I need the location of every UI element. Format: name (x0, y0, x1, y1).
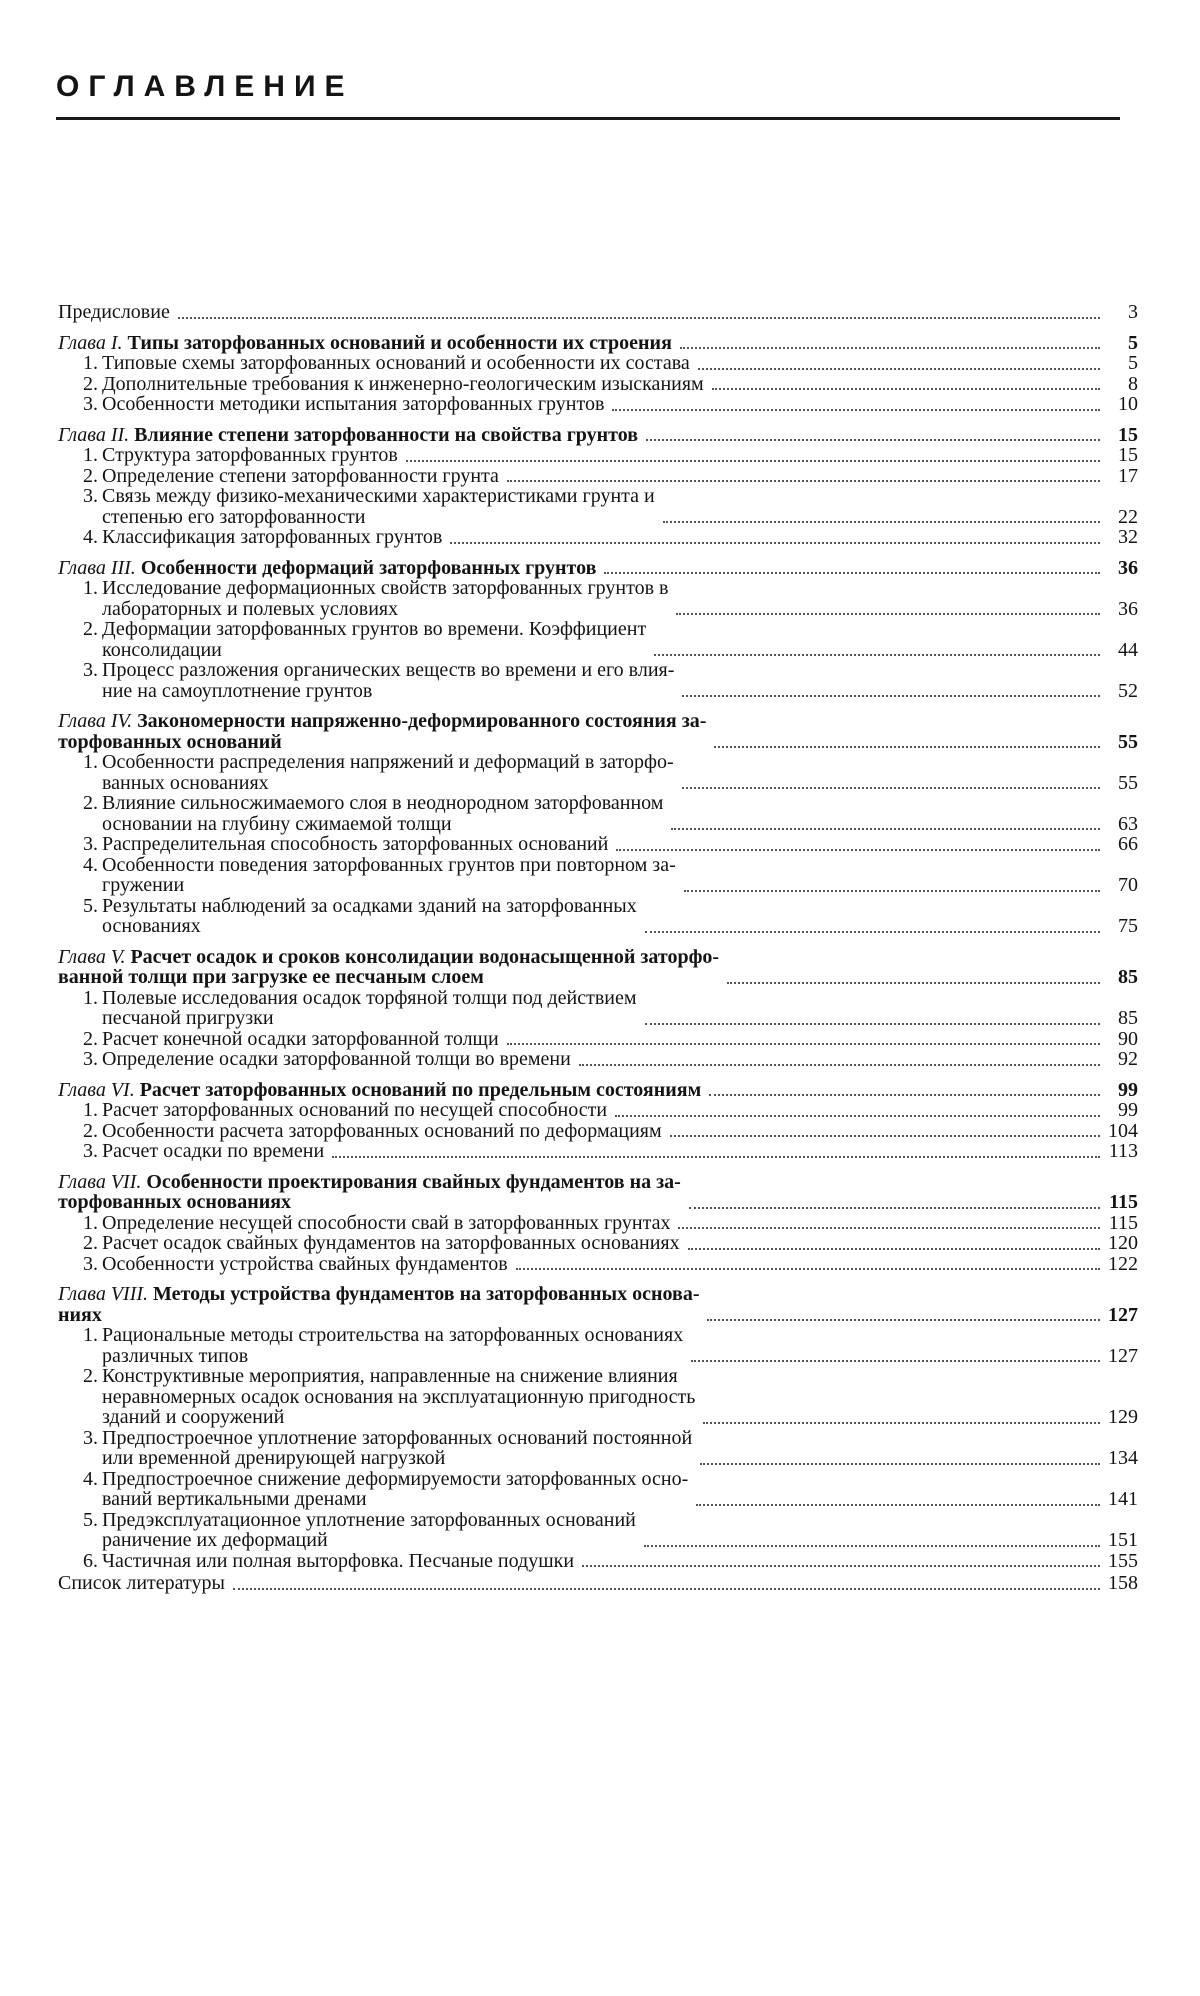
section-title: Особенности методики испытания заторфованных грунтов (102, 393, 605, 415)
toc-section[interactable] (58, 466, 1138, 487)
section-heading (58, 1510, 636, 1551)
section-number: 3. (83, 833, 98, 855)
chapter-heading (58, 1172, 681, 1213)
chapter-heading (58, 425, 638, 446)
toc-section[interactable] (58, 1141, 1138, 1162)
toc-chapter[interactable] (58, 947, 1138, 988)
section-title: Структура заторфованных грунтов (102, 444, 398, 466)
chapter-title: Закономерности напряженно-деформированного состояния за- торфованных оснований (58, 710, 707, 753)
toc-page-number: 10 (1118, 393, 1138, 415)
toc-page-number: 127 (1108, 1303, 1138, 1326)
toc-page-number: 15 (1118, 423, 1138, 446)
dot-leader (450, 542, 1100, 544)
section-heading (58, 619, 646, 660)
section-heading (58, 1428, 692, 1469)
toc-page-number: 66 (1118, 833, 1138, 855)
toc-page-number: 36 (1118, 556, 1138, 579)
section-heading (58, 660, 674, 701)
toc-section[interactable] (58, 896, 1138, 937)
dot-leader (646, 439, 1100, 441)
toc-chapter[interactable] (58, 711, 1138, 752)
chapter-label: Глава VII. (58, 1170, 142, 1193)
section-title: Конструктивные мероприятия, направленные на снижение влияния неравномерных осадок основания на эксплуатационную пригодность зданий и сооружений (102, 1365, 696, 1428)
chapter-label: Глава V. (58, 945, 126, 968)
section-number: 4. (83, 1467, 98, 1490)
section-title: Расчет заторфованных оснований по несущей способности (102, 1099, 608, 1121)
toc-section[interactable] (58, 988, 1138, 1029)
chapter-label: Глава VI. (58, 1078, 135, 1101)
chapter-label: Глава I. (58, 331, 123, 354)
toc-section[interactable] (58, 1233, 1138, 1254)
section-title: Предпостроечное уплотнение заторфованных оснований постоянной или временной дренирующей нагрузкой (102, 1426, 693, 1469)
section-number: 5. (83, 894, 98, 917)
toc-section[interactable] (58, 1254, 1138, 1275)
chapter-title: Методы устройства фундаментов на заторфованных основа- ниях (58, 1283, 700, 1326)
dot-leader (709, 1094, 1100, 1096)
section-number: 1. (83, 986, 98, 1009)
section-heading (58, 1141, 324, 1162)
toc-page-number: 85 (1118, 966, 1138, 988)
section-heading (58, 486, 655, 527)
toc-section[interactable] (58, 1325, 1138, 1366)
toc-page-number: 120 (1108, 1232, 1138, 1254)
toc-page-number: 129 (1108, 1406, 1138, 1428)
toc-entry-text: Предисловие (58, 301, 170, 323)
chapter-title: Влияние степени заторфованности на свойства грунтов (134, 423, 639, 446)
chapter-title: Типы заторфованных оснований и особенности их строения (127, 331, 672, 354)
section-number: 2. (83, 618, 98, 640)
section-number: 1. (83, 577, 98, 599)
section-heading (58, 374, 704, 395)
section-heading (58, 834, 608, 855)
toc-entry-text: Список литературы (58, 1572, 225, 1594)
toc-page-number: 63 (1118, 812, 1138, 835)
section-heading (58, 1254, 508, 1275)
toc-section[interactable] (58, 1551, 1138, 1572)
dot-leader (700, 1463, 1100, 1465)
dot-leader (654, 654, 1100, 656)
section-title: Определение несущей способности свай в заторфованных грунтах (102, 1211, 671, 1234)
section-number: 1. (83, 1211, 98, 1234)
dot-leader (604, 572, 1100, 574)
toc-page-number: 3 (1128, 301, 1138, 323)
section-number: 3. (83, 1140, 98, 1162)
toc-section[interactable] (58, 394, 1138, 415)
dot-leader (682, 787, 1100, 789)
dot-leader (507, 1043, 1100, 1045)
dot-leader (676, 613, 1100, 615)
toc-section[interactable] (58, 1029, 1138, 1050)
chapter-label: Глава IV. (58, 710, 133, 732)
table-of-contents (58, 300, 1138, 1594)
toc-page-number: 122 (1108, 1252, 1138, 1275)
toc-section[interactable] (58, 619, 1138, 660)
section-number: 3. (83, 1426, 98, 1449)
section-title: Распределительная способность заторфованных оснований (102, 833, 609, 855)
section-heading (58, 394, 604, 415)
toc-section[interactable] (58, 793, 1138, 834)
section-title: Типовые схемы заторфованных оснований и особенности их состава (102, 352, 690, 374)
toc-page-number: 90 (1118, 1027, 1138, 1050)
section-heading (58, 1049, 571, 1070)
dot-leader (678, 1227, 1100, 1229)
toc-section[interactable] (58, 1121, 1138, 1142)
section-title: Процесс разложения органических веществ во времени и его влия- ние на самоуплотнение грунтов (102, 659, 675, 702)
dot-leader (233, 1588, 1100, 1590)
toc-chapter[interactable] (58, 558, 1138, 579)
section-heading (58, 578, 668, 619)
section-heading (58, 1551, 574, 1572)
section-heading (58, 1366, 695, 1428)
section-heading (58, 353, 690, 374)
section-heading (58, 896, 637, 937)
section-heading (58, 793, 663, 834)
dot-leader (727, 982, 1100, 984)
toc-page-number: 141 (1108, 1488, 1138, 1510)
dot-leader (698, 368, 1100, 370)
section-number: 2. (83, 372, 98, 395)
section-title: Связь между физико-механическими характеристиками грунта и степенью его заторфованности (102, 485, 655, 528)
section-number: 1. (83, 444, 98, 466)
toc-page-number: 127 (1108, 1344, 1138, 1367)
section-heading (58, 466, 499, 487)
section-title: Особенности поведения заторфованных грунтов при повторном за- гружении (102, 853, 676, 896)
dot-leader (691, 1360, 1100, 1362)
section-number: 3. (83, 1048, 98, 1070)
section-title: Полевые исследования осадок торфяной толщи под действием песчаной пригрузки (102, 986, 637, 1029)
section-number: 2. (83, 1027, 98, 1050)
chapter-list (58, 333, 1138, 1572)
section-heading (58, 1213, 670, 1234)
toc-page-number: 85 (1118, 1007, 1138, 1029)
section-heading (58, 1029, 499, 1050)
dot-leader (612, 409, 1100, 411)
dot-leader (703, 1422, 1100, 1424)
section-heading (58, 527, 442, 548)
section-number: 2. (83, 464, 98, 487)
toc-page-number: 151 (1108, 1529, 1138, 1551)
toc-chapter[interactable] (58, 1172, 1138, 1213)
toc-section[interactable] (58, 1049, 1138, 1070)
toc-section[interactable] (58, 527, 1138, 548)
dot-leader (663, 521, 1100, 523)
toc-entry-bibliography[interactable] (58, 1573, 1138, 1594)
dot-leader (507, 480, 1100, 482)
section-number: 2. (83, 792, 98, 814)
dot-leader (714, 746, 1100, 748)
toc-page-number: 5 (1128, 352, 1138, 374)
section-title: Особенности устройства свайных фундаментов (102, 1252, 508, 1275)
toc-page-number: 5 (1128, 331, 1138, 354)
section-number: 5. (83, 1508, 98, 1531)
toc-page-number: 134 (1108, 1447, 1138, 1469)
section-number: 4. (83, 526, 98, 548)
section-number: 3. (83, 1252, 98, 1275)
toc-chapter[interactable] (58, 425, 1138, 446)
toc-section[interactable] (58, 1428, 1138, 1469)
toc-section[interactable] (58, 1366, 1138, 1428)
section-title: Исследование деформационных свойств заторфованных грунтов в лабораторных и полевых условиях (102, 577, 669, 620)
toc-page-number: 22 (1118, 505, 1138, 528)
section-number: 1. (83, 1324, 98, 1346)
toc-page-number: 99 (1118, 1078, 1138, 1101)
toc-section[interactable] (58, 834, 1138, 855)
section-title: Результаты наблюдений за осадками зданий на заторфованных основаниях (102, 894, 637, 937)
section-title: Предпостроечное снижение деформируемости заторфованных осно- ваний вертикальными дренами (102, 1467, 689, 1510)
section-number: 3. (83, 659, 98, 681)
toc-page-number: 113 (1108, 1140, 1138, 1162)
section-title: Расчет конечной осадки заторфованной толщи (102, 1027, 499, 1050)
toc-section[interactable] (58, 1510, 1138, 1551)
section-heading (58, 1325, 683, 1366)
dot-leader (671, 828, 1100, 830)
toc-page-number: 70 (1118, 874, 1138, 896)
toc-section[interactable] (58, 1469, 1138, 1510)
dot-leader (615, 1115, 1100, 1117)
dot-leader (680, 347, 1100, 349)
toc-page-number: 55 (1118, 730, 1138, 753)
toc-page-number: 32 (1118, 526, 1138, 548)
section-title: Дополнительные требования к инженерно-геологическим изысканиям (102, 372, 704, 395)
section-heading (58, 752, 674, 793)
section-title: Определение степени заторфованности грунта (102, 464, 499, 487)
section-title: Определение осадки заторфованной толщи во времени (102, 1048, 571, 1070)
toc-page-number: 104 (1108, 1119, 1138, 1142)
toc-page-number: 99 (1118, 1099, 1138, 1121)
chapter-heading (58, 711, 706, 752)
toc-page-number: 36 (1118, 597, 1138, 620)
dot-leader (707, 1319, 1100, 1321)
section-number: 2. (83, 1232, 98, 1254)
section-heading (58, 855, 676, 896)
toc-page-number: 155 (1108, 1549, 1138, 1572)
chapter-title: Расчет заторфованных оснований по предельным состояниям (139, 1078, 702, 1101)
toc-section[interactable] (58, 752, 1138, 793)
dot-leader (178, 317, 1100, 319)
section-title: Рациональные методы строительства на заторфованных основаниях различных типов (102, 1324, 684, 1367)
toc-section[interactable] (58, 486, 1138, 527)
toc-section[interactable] (58, 374, 1138, 395)
dot-leader (406, 460, 1100, 462)
section-title: Особенности распределения напряжений и деформаций в заторфо- ванных основаниях (102, 751, 674, 794)
toc-entry-preface[interactable] (58, 302, 1138, 323)
section-heading (58, 988, 637, 1029)
section-heading (58, 1121, 662, 1142)
page-title: ОГЛАВЛЕНИЕ (56, 70, 354, 103)
toc-chapter[interactable] (58, 1080, 1138, 1101)
dot-leader (682, 695, 1100, 697)
toc-section[interactable] (58, 1100, 1138, 1121)
dot-leader (616, 849, 1100, 851)
dot-leader (645, 931, 1100, 933)
toc-section[interactable] (58, 353, 1138, 374)
toc-page-number: 15 (1118, 444, 1138, 466)
chapter-title: Особенности проектирования свайных фундаментов на за- торфованных основаниях (58, 1170, 681, 1213)
toc-section[interactable] (58, 445, 1138, 466)
toc-page-number: 17 (1118, 464, 1138, 487)
dot-leader (332, 1156, 1100, 1158)
dot-leader (688, 1248, 1100, 1250)
toc-section[interactable] (58, 578, 1138, 619)
toc-page-number: 44 (1118, 638, 1138, 661)
chapter-label: Глава VIII. (58, 1283, 149, 1305)
section-number: 1. (83, 1099, 98, 1121)
dot-leader (689, 1207, 1100, 1209)
dot-leader (645, 1023, 1100, 1025)
section-title: Расчет осадки по времени (102, 1140, 325, 1162)
section-title: Расчет осадок свайных фундаментов на заторфованных основаниях (102, 1232, 680, 1254)
toc-page-number: 158 (1108, 1572, 1138, 1594)
toc-chapter[interactable] (58, 1284, 1138, 1325)
section-number: 2. (83, 1365, 98, 1387)
toc-page-number: 55 (1118, 771, 1138, 794)
section-heading (58, 1233, 680, 1254)
toc-section[interactable] (58, 1213, 1138, 1234)
dot-leader (684, 890, 1100, 892)
section-title: Влияние сильносжимаемого слоя в неоднородном заторфованном основании на глубину сжимаемой толщи (102, 792, 664, 835)
toc-page-number: 8 (1128, 372, 1138, 395)
dot-leader (696, 1504, 1100, 1506)
dot-leader (644, 1545, 1100, 1547)
dot-leader (712, 388, 1100, 390)
dot-leader (516, 1268, 1100, 1270)
section-number: 4. (83, 853, 98, 876)
chapter-label: Глава III. (58, 556, 136, 579)
section-number: 1. (83, 751, 98, 773)
toc-page-number: 52 (1118, 679, 1138, 702)
chapter-heading (58, 1080, 701, 1101)
section-number: 1. (83, 352, 98, 374)
dot-leader (582, 1565, 1100, 1567)
toc-page-number: 75 (1118, 915, 1138, 937)
toc-section[interactable] (58, 660, 1138, 701)
section-title: Особенности расчета заторфованных оснований по деформациям (102, 1119, 662, 1142)
section-title: Частичная или полная выторфовка. Песчаные подушки (102, 1549, 575, 1572)
chapter-heading (58, 558, 596, 579)
toc-page-number: 115 (1109, 1191, 1138, 1213)
dot-leader (670, 1135, 1100, 1137)
section-heading (58, 445, 398, 466)
toc-page-number: 92 (1118, 1048, 1138, 1070)
chapter-label: Глава II. (58, 423, 130, 446)
section-number: 3. (83, 393, 98, 415)
section-heading (58, 1100, 607, 1121)
title-rule (56, 117, 1120, 120)
section-number: 3. (83, 485, 98, 507)
toc-chapter[interactable] (58, 333, 1138, 354)
section-title: Предэксплуатационное уплотнение заторфованных оснований раничение их деформаций (102, 1508, 636, 1551)
dot-leader (579, 1064, 1100, 1066)
chapter-heading (58, 1284, 699, 1325)
section-heading (58, 1469, 688, 1510)
section-number: 6. (83, 1549, 98, 1572)
chapter-heading (58, 947, 719, 988)
chapter-title: Расчет осадок и сроков консолидации водонасыщенной заторфо- ванной толщи при загрузке ее песчаным слоем (58, 945, 720, 988)
toc-section[interactable] (58, 855, 1138, 896)
section-title: Деформации заторфованных грунтов во времени. Коэффициент консолидации (102, 618, 647, 661)
section-number: 2. (83, 1119, 98, 1142)
chapter-heading (58, 333, 672, 354)
section-title: Классификация заторфованных грунтов (102, 526, 443, 548)
chapter-title: Особенности деформаций заторфованных грунтов (140, 556, 597, 579)
toc-page-number: 115 (1108, 1211, 1138, 1234)
